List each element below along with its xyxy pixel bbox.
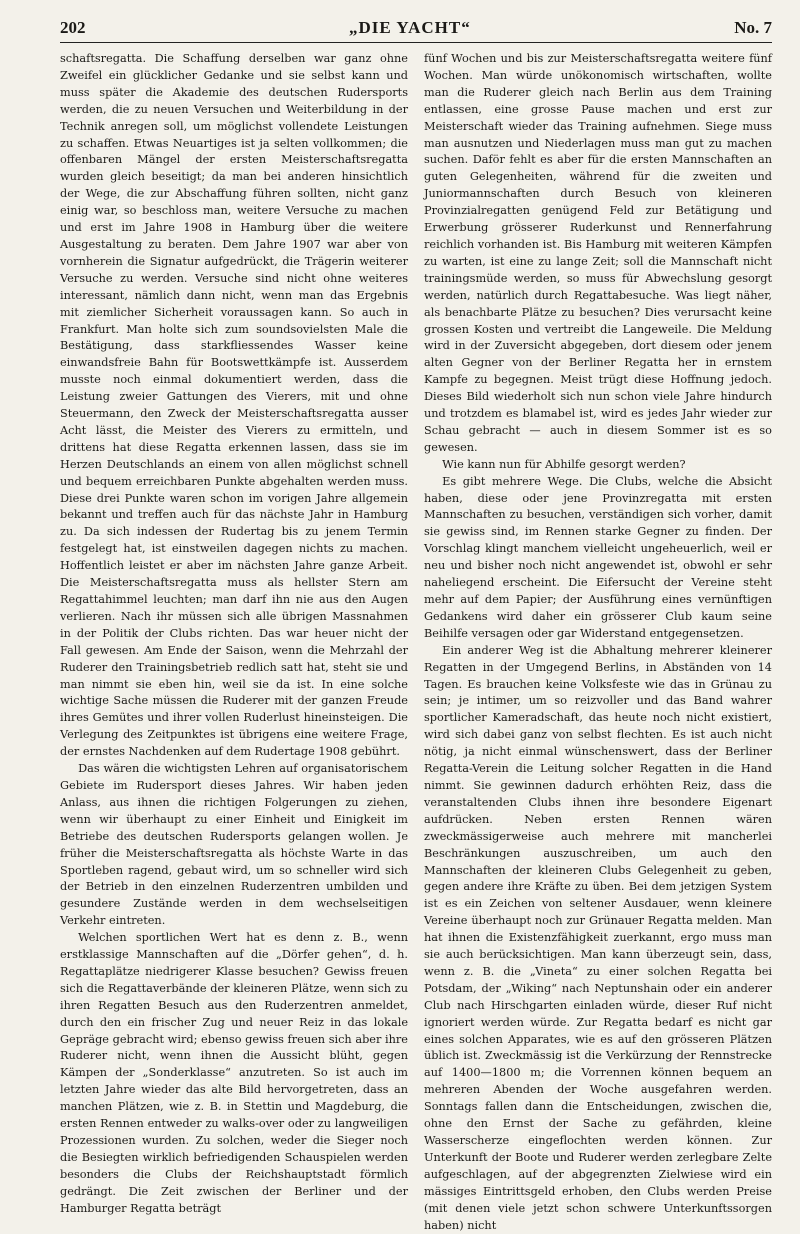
page-number: 202 — [60, 18, 86, 37]
paragraph: Ein anderer Weg ist die Abhaltung mehrerer kleinerer Regatten in der Umgegend Berlins, in Abständen von 14 Tagen. Es brauchen keine Volksfeste wie das in Grünau zu sein; je intimer, um so reizvoller und das Band wahrer sportlicher Kameradschaft, das heute noch nicht existiert, wird sich dabei ganz von selbst flechten. Es ist auch nicht nötig, ja nicht einmal wünschenswert, dass der Berliner Regatta-Verein die Leitung solcher Regatten in die Hand nimmt. Sie gewinnen dadurch erhöhten Reiz, dass die veranstaltenden Clubs ihnen ihre besondere Eigenart aufdrücken. Neben ersten Rennen wären zweckmässigerweise auch mehrere mit mancherlei Beschränkungen auszuschreiben, um auch den Mannschaften der kleineren Clubs Gelegenheit zu geben, gegen andere ihre Kräfte zu üben. Bei dem jetzigen System ist es ein Zeichen von seltener Ausdauer, wenn kleinere Vereine überhaupt noch zur Grünauer Regatta melden. Man hat ihnen die Existenzfähigkeit zuerkannt, ergo muss man sie auch berücksichtigen. Man kann überzeugt sein, dass, wenn z. B. die „Vineta“ zu einer solchen Regatta bei Potsdam, der „Wiking“ nach Neptunshain oder ein anderer Club nach Hirschgarten einladen würde, dieser Ruf nicht ignoriert werden würde. Zur Regatta bedarf es nicht gar eines solchen Apparates, wie es auf den grösseren Plätzen üblich ist. Zweckmässig ist die Verkürzung der Rennstrecke auf 1400—1800 m; die Vorrennen können bequem an mehreren Abenden der Woche ausgefahren werden. Sonntags fallen dann die Entscheidungen, zwischen die, ohne den Ernst der Sache zu gefährden, kleine Wasserscherze eingeflochten werden können. Zur Unterkunft der Boote und Ruderer werden zerlegbare Zelte aufgeschlagen, auf der abgegrenzten Zielwiese wird ein mässiges Eintrittsgeld erhoben, den Clubs werden Preise (mit denen viele jetzt schon schwere Unterkunftssorgen haben) nicht — [424, 643, 772, 1232]
paragraph: Welchen sportlichen Wert hat es denn z. B., wenn erstklassige Mannschaften auf die „Dörfer gehen“, d. h. Regattaplätze niedrigerer Klasse besuchen? Gewiss freuen sich die Regattaverbände der kleineren Plätze, wenn sich zu ihren Regatten Besuch aus den Ruderzentren anmeldet, durch den ein frischer Zug und neuer Reiz in das lokale Gepräge gebracht wird; ebenso gewiss freuen sich aber ihre Ruderer nicht, wenn ihnen die Aussicht blüht, gegen Kämpen der „Sonderklasse“ anzutreten. So ist auch im letzten Jahre wieder das alte Bild hervorgetreten, dass an manchen Plätzen, wie z. B. in Stettin und Magdeburg, die ersten Rennen entweder zu walks-over oder zu langweiligen Prozessionen wurden. Zu solchen, weder die Sieger noch die Besiegten wirklich befriedigenden Schauspielen werden besonders die Clubs der Reichshauptstadt förmlich gedrängt. Die Zeit zwischen der Berliner und der Hamburger Regatta beträgt — [60, 931, 408, 1215]
magazine-title: „DIE YACHT“ — [349, 18, 471, 37]
paragraph: Wie kann nun für Abhilfe gesorgt werden? — [442, 457, 686, 471]
right-column — [424, 51, 772, 1234]
paragraph: Es gibt mehrere Wege. Die Clubs, welche die Absicht haben, diese oder jene Provinzregatta mit ersten Mannschaften zu besuchen, verständigen sich vorher, damit sie gewiss sind, im Rennen starke Gegner zu finden. Der Vorschlag klingt manchem vielleicht ungeheuerlich, weil er neu und bisher noch nicht angewendet ist, obwohl er sehr naheliegend erscheint. Die Eifersucht der Vereine steht mehr auf dem Papier; der Ausführung eines vernünftigen Gedankens wird daher ein grösserer Club kaum seine Beihilfe versagen oder gar Widerstand entgegensetzen. — [424, 474, 772, 640]
text-columns — [60, 51, 772, 1234]
issue-number: No. 7 — [734, 18, 772, 37]
paragraph: fünf Wochen und bis zur Meisterschaftsregatta weitere fünf Wochen. Man würde unökonomisch wirtschaften, wollte man die Ruderer gleich nach Berlin aus dem Training entlassen, eine grosse Pause machen und erst zur Meisterschaft wieder das Training aufnehmen. Siege muss man ausnutzen und Niederlagen muss man gut zu machen suchen. Daför fehlt es aber für die ersten Mannschaften an guten Gelegenheiten, während für die zweiten und Juniormannschaften durch Besuch von kleineren Provinzialregatten genügend Feld zur Betätigung und Erwerbung grösserer Ruderkunst und Rennerfahrung reichlich vorhanden ist. Bis Hamburg mit weiteren Kämpfen zu warten, ist eine zu lange Zeit; soll die Mannschaft nicht trainingsmüde werden, so muss für Abwechslung gesorgt werden, natürlich durch Regattabesuche. Was liegt näher, als benachbarte Plätze zu besuchen? Dies verursacht keine grossen Kosten und vertreibt die Langeweile. Die Meldung wird in der Zuversicht abgegeben, dort diesem oder jenem alten Gegner von der Berliner Regatta her in ernstem Kampfe zu begegnen. Meist trügt diese Hoffnung jedoch. Dieses Bild wiederholt sich nun schon viele Jahre hindurch und trotzdem es blamabel ist, wird es jedes Jahr wieder zur Schau gebracht — auch in diesem Sommer ist es so gewesen. — [424, 52, 772, 454]
left-column — [60, 51, 408, 1234]
paragraph: schaftsregatta. Die Schaffung derselben war ganz ohne Zweifel ein glücklicher Gedanke und sie selbst kann und muss später die Akademie des deutschen Rudersports werden, die zu neuen Versuchen und Weiterbildung in der Technik anregen soll, um möglichst vollendete Leistungen zu schaffen. Etwas Neuartiges ist ja selten vollkommen; die offenbaren Mängel der ersten Meisterschaftsregatta wurden gleich beseitigt; da man bei anderen hinsichtlich der Wege, die zur Abschaffung führen sollten, nicht ganz einig war, so beschloss man, weitere Versuche zu machen und erst im Jahre 1908 in Hamburg über die weitere Ausgestaltung zu beraten. Dem Jahre 1907 war aber von vornherein die Signatur aufgedrückt, die Trägerin weiterer Versuche zu werden. Versuche sind nicht ohne weiteres interessant, nämlich dann nicht, wenn man das Ergebnis mit ziemlicher Sicherheit voraussagen kann. So auch in Frankfurt. Man holte sich zum soundsovielsten Male die Bestätigung, dass starkfliessendes Wasser keine einwandsfreie Bahn für Bootswettkämpfe ist. Ausserdem musste noch einmal dokumentiert werden, dass die Leistung zweier Gattungen des Vierers, mit und ohne Steuermann, den Zweck der Meisterschaftsregatta ausser Acht lässt, die Meister des Vierers zu ermitteln, und drittens hat diese Regatta erkennen lassen, dass sie im Herzen Deutschlands an einem von allen möglichst schnell und bequem erreichbaren Punkte abgehalten werden muss. Diese drei Punkte waren schon im vorigen Jahre allgemein bekannt und treffen auch für das nächste Jahr in Hamburg zu. Da sich indessen der Rudertag bis zu jenem Termin festgelegt hat, ist einstweilen dagegen nichts zu machen. Hoffentlich leistet er aber im nächsten Jahre ganze Arbeit. Die Meisterschaftsregatta muss als hellster Stern am Regattahimmel leuchten; man darf ihn nie aus den Augen verlieren. Nach ihr müssen sich alle übrigen Massnahmen in der Politik der Clubs richten. Das war heuer nicht der Fall gewesen. Am Ende der Saison, wenn die Mehrzahl der Ruderer den Trainingsbetrieb redlich satt hat, steht sie und man nimmt sie eben hin, weil sie da ist. In eine solche wichtige Sache müssen die Ruderer mit der ganzen Freude ihres Gemütes und ihrer vollen Ruderlust hineinsteigen. Die Verlegung des Zeitpunktes ist übrigens eine weitere Frage, der ernstes Nachdenken auf dem Rudertage 1908 gebührt. — [60, 52, 408, 759]
paragraph: Das wären die wichtigsten Lehren auf organisatorischem Gebiete im Rudersport dieses Jahres. Wir haben jeden Anlass, aus ihnen die richtigen Folgerungen zu ziehen, wenn wir überhaupt zu einer Einheit und Einigkeit im Betriebe des deutschen Rudersports gelangen wollen. Je früher die Meisterschaftsregatta als höchste Warte in das Sportleben ragend, gebaut wird, um so schneller wird sich der Betrieb in den einzelnen Ruderzentren umbilden und gesundere Zustände werden in dem wechselseitigen Verkehr eintreten. — [60, 762, 408, 928]
page-header — [60, 18, 772, 43]
